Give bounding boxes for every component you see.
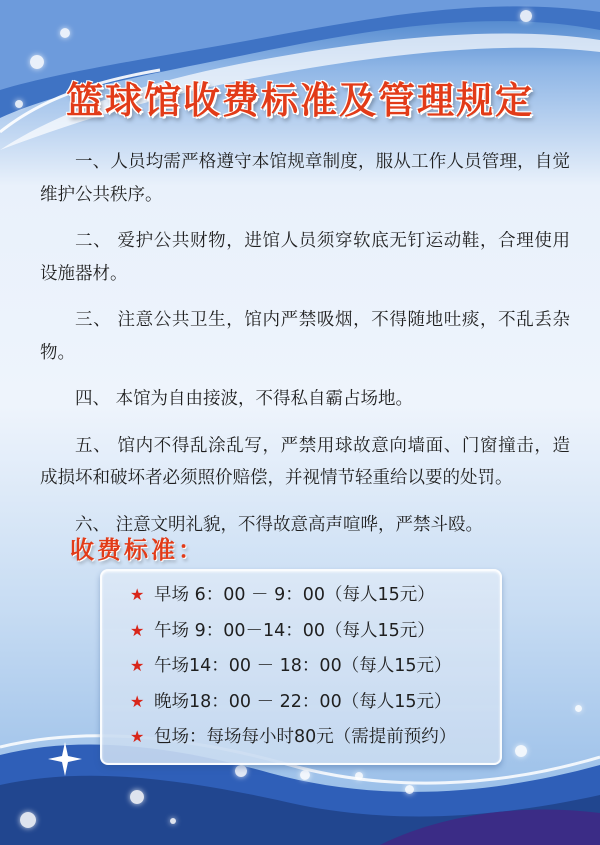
star-icon: ★ xyxy=(130,727,145,746)
fee-item xyxy=(130,613,500,649)
rules-section xyxy=(40,146,570,555)
bubble-decoration xyxy=(130,790,144,804)
bubble-decoration xyxy=(575,705,582,712)
rule-item: 五、 馆内不得乱涂乱写，严禁用球故意向墙面、门窗撞击，造成损坏和破坏者必须照价赔偿，并视情节轻重给以要的处罚。 xyxy=(40,435,570,488)
bubble-decoration xyxy=(520,10,532,22)
fee-text: 早场 6：00 － 9：00（每人15元） xyxy=(154,585,435,605)
fee-item xyxy=(130,719,500,755)
star-icon: ★ xyxy=(130,585,145,604)
fee-box xyxy=(100,569,502,765)
fee-text: 包场：每场每小时80元（需提前预约） xyxy=(154,727,457,747)
bubble-decoration xyxy=(30,55,44,69)
bubble-decoration xyxy=(170,818,176,824)
bubble-decoration xyxy=(235,765,247,777)
bubble-decoration xyxy=(20,812,36,828)
fee-text: 午场14：00 － 18：00（每人15元） xyxy=(154,656,452,676)
rule-item: 二、 爱护公共财物，进馆人员须穿软底无钉运动鞋，合理使用设施器材。 xyxy=(40,231,570,284)
rule-item: 四、 本馆为自由接波，不得私自霸占场地。 xyxy=(75,389,414,409)
bubble-decoration xyxy=(300,770,310,780)
bubble-decoration xyxy=(515,745,527,757)
fee-text: 晚场18：00 － 22：00（每人15元） xyxy=(154,691,452,712)
fee-item xyxy=(130,648,500,684)
fee-item xyxy=(130,577,500,613)
page-title: 篮球馆收费标准及管理规定 xyxy=(66,79,534,122)
fee-heading: 收费标准： xyxy=(70,536,205,564)
sparkle-icon xyxy=(48,742,82,776)
star-icon: ★ xyxy=(130,620,145,640)
fee-item xyxy=(130,684,500,720)
rule-item: 一、人员均需严格遵守本馆规章制度，服从工作人员管理，自觉维护公共秩序。 xyxy=(40,152,570,205)
bubble-decoration xyxy=(355,772,363,780)
star-icon: ★ xyxy=(130,691,145,711)
fee-text: 午场 9：00－14：00（每人15元） xyxy=(154,620,435,641)
bubble-decoration xyxy=(60,28,70,38)
rule-item: 六、 注意文明礼貌，不得故意高声喧哗，严禁斗殴。 xyxy=(75,514,484,535)
star-icon: ★ xyxy=(130,656,145,675)
bubble-decoration xyxy=(405,785,414,794)
rule-item: 三、 注意公共卫生，馆内严禁吸烟，不得随地吐痰，不乱丢杂物。 xyxy=(40,310,570,363)
fee-list xyxy=(102,571,500,755)
